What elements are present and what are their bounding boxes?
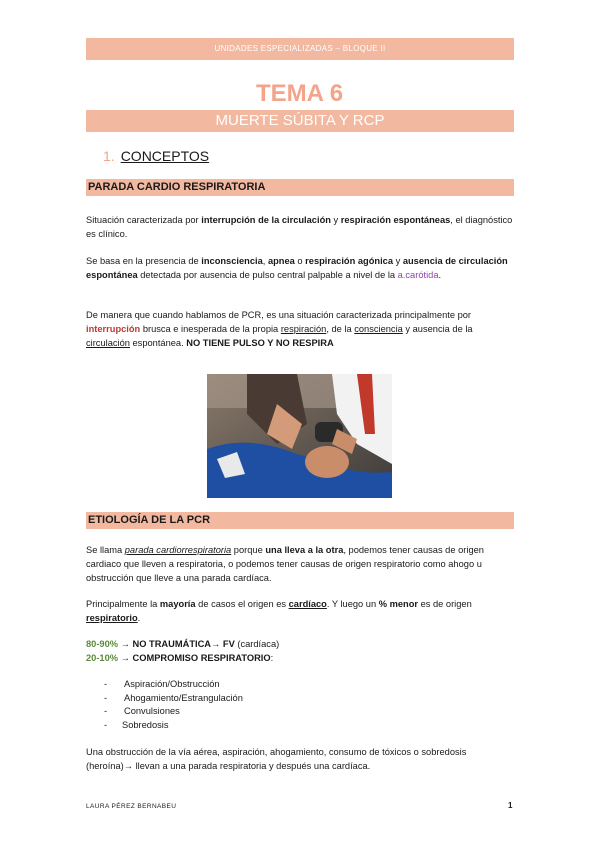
list-item: - Ahogamiento/Estrangulación	[104, 692, 243, 703]
footer-author: LAURA PÉREZ BERNABEU	[86, 803, 177, 810]
section-number: 1.	[103, 148, 115, 164]
percentage-line-respiratorio: 20-10% → COMPROMISO RESPIRATORIO:	[86, 653, 274, 663]
section-heading-conceptos	[103, 148, 209, 164]
paragraph-origen: Principalmente la mayoría de casos el origen es cardíaco. Y luego un % menor es de origen respiratorio.	[86, 599, 472, 623]
list-item: - Convulsiones	[104, 706, 180, 716]
list-item: - Aspiración/Obstrucción	[104, 679, 220, 689]
paragraph-definition: Situación caracterizada por interrupción de la circulación y respiración espontáneas, el diagnóstico es clínico.	[86, 215, 513, 239]
subheading-parada: PARADA CARDIO RESPIRATORIA	[86, 179, 514, 196]
subheading-etiologia: ETIOLOGÍA DE LA PCR	[86, 512, 514, 529]
paragraph-cardiorrespiratoria: Se llama parada cardiorrespiratoria porque una lleva a la otra, podemos tener causas de origen cardiaco que lleven a respiratoria, o podemos tener causas de origen respiratorio como ahogo u obstrucción que lleve a una parada cardíaca.	[86, 545, 484, 583]
respiratory-causes-list	[104, 678, 243, 732]
paragraph-diagnosis: Se basa en la presencia de inconsciencia, apnea o respiración agónica y ausencia de circulación espontánea detectada por ausencia de pulso central palpable a nivel de la a.carótida.	[86, 256, 508, 280]
percentage-line-no-traumatica: 80-90% → NO TRAUMÁTICA→ FV (cardíaca)	[86, 639, 280, 649]
paragraph-pcr: De manera que cuando hablamos de PCR, es una situación caracterizada principalmente por interrupción brusca e inesperada de la propia respiración, de la consciencia y ausencia de la circulación espontánea. NO TIENE PULSO Y NO RESPIRA	[86, 310, 473, 348]
list-item: - Sobredosis	[104, 719, 169, 730]
running-header: UNIDADES ESPECIALIZADAS – BLOQUE II	[86, 38, 514, 60]
paragraph-obstruccion: Una obstrucción de la vía aérea, aspiración, ahogamiento, consumo de tóxicos o sobredosis (heroína)→ llevan a una parada respiratoria y después una cardíaca.	[86, 747, 467, 771]
page-title: TEMA 6	[255, 80, 344, 107]
page-subtitle: MUERTE SÚBITA Y RCP	[86, 110, 514, 132]
page-number: 1	[508, 801, 513, 810]
cpr-photo	[207, 374, 392, 498]
section-label: CONCEPTOS	[120, 148, 210, 164]
etiology-percentages	[86, 637, 514, 665]
